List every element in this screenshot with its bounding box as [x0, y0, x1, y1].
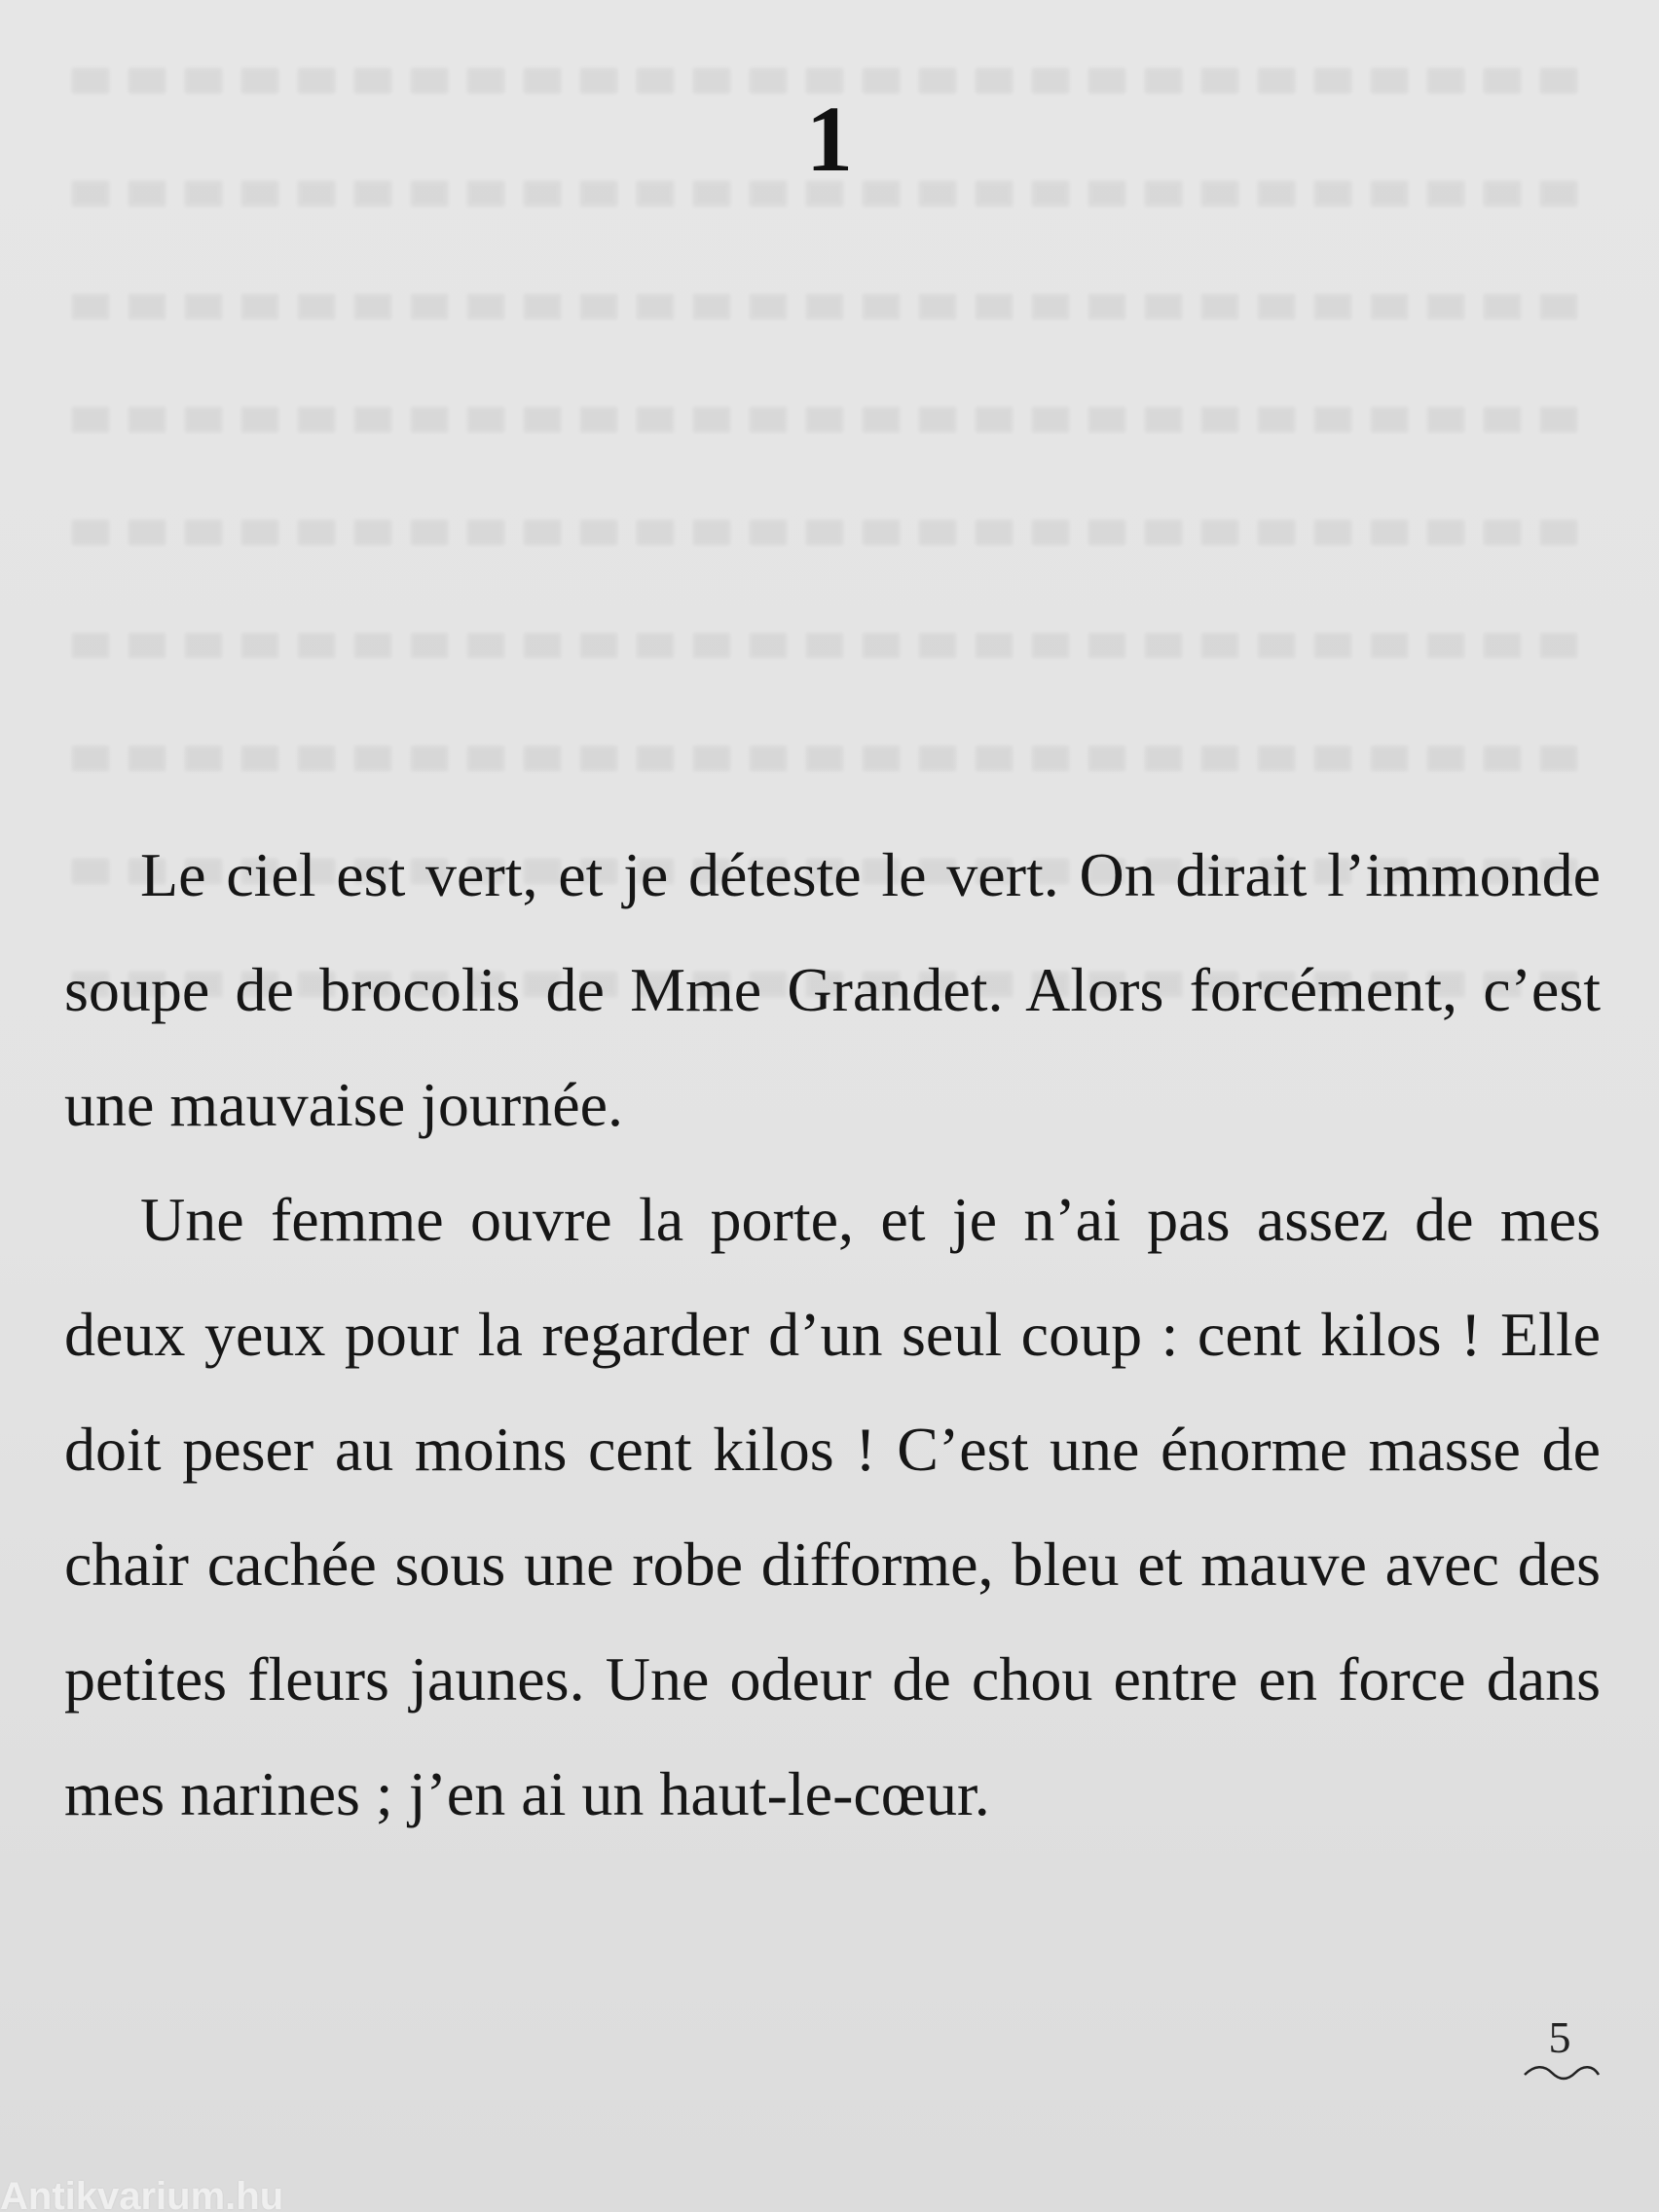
paragraph-1: Le ciel est vert, et je déteste le vert. On dirait l’immonde soupe de brocolis de Mme Grandet. Alors forcément, c’est une mauvaise journée. [64, 840, 1601, 1139]
chapter-number: 1 [806, 87, 853, 191]
page-number: 5 [1548, 2012, 1571, 2062]
paragraph-2: Une femme ouvre la porte, et je n’ai pas assez de mes deux yeux pour la regarder d’un seul coup : cent kilos ! Elle doit peser au moins cent kilos ! C’est une énorme masse de chair cachée sous une robe difforme, bleu et mauve avec des petites fleurs jaunes. Une odeur de chou entre en force dans mes narines ; j’en ai un haut-le-cœur. [64, 1185, 1601, 1828]
page-number-flourish-icon [1521, 2062, 1603, 2083]
watermark: Antikvarium.hu [0, 2175, 284, 2212]
chapter-body [64, 818, 1601, 1852]
